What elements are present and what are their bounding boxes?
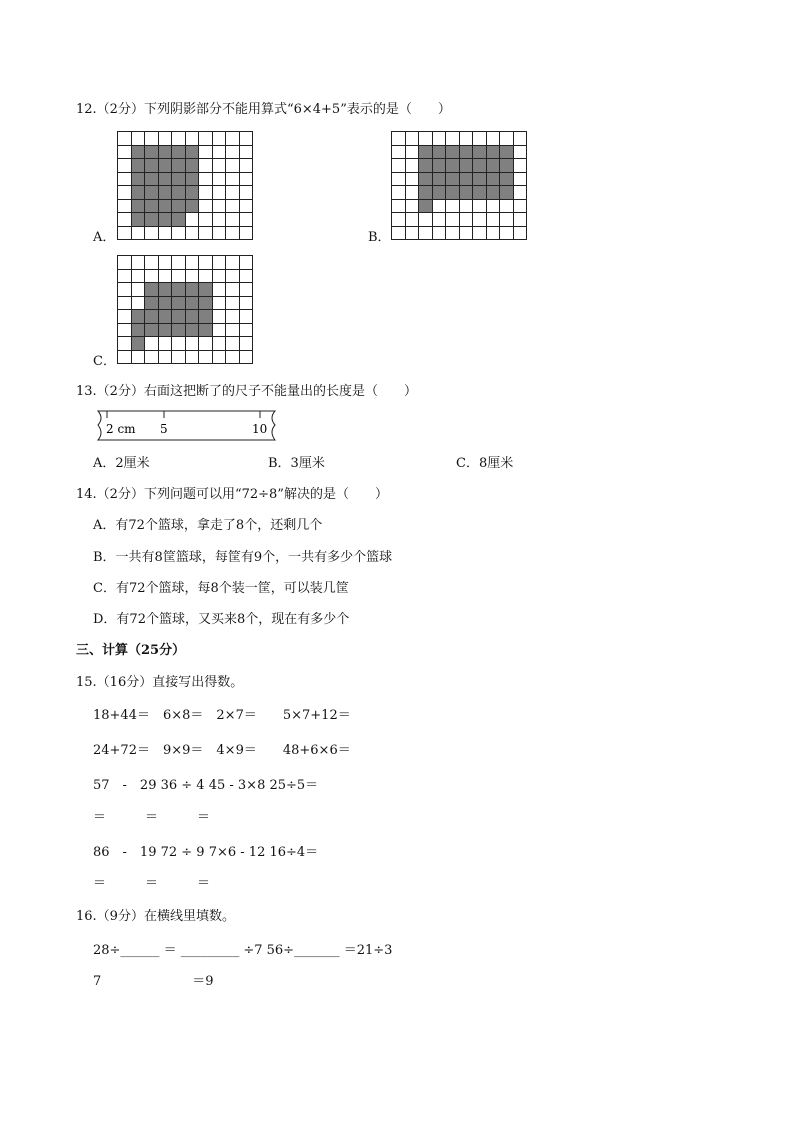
grid-cell bbox=[132, 270, 145, 283]
grid-cell bbox=[145, 351, 158, 364]
grid-cell bbox=[487, 200, 500, 213]
grid-cell bbox=[213, 310, 226, 323]
grid-cell bbox=[433, 186, 446, 199]
grid-cell bbox=[392, 132, 405, 145]
question-15-row-5: 86 - 19 72 ÷ 9 7×6 - 12 16÷4＝ bbox=[93, 845, 319, 860]
grid-cell bbox=[392, 146, 405, 159]
grid-cell bbox=[446, 146, 459, 159]
grid-cell bbox=[226, 173, 239, 186]
grid-cell bbox=[419, 213, 432, 226]
grid-cell bbox=[145, 270, 158, 283]
grid-cell bbox=[392, 159, 405, 172]
grid-cell bbox=[199, 256, 212, 269]
grid-cell bbox=[433, 227, 446, 240]
grid-cell bbox=[159, 351, 172, 364]
grid-cell bbox=[240, 310, 253, 323]
grid-cell bbox=[240, 337, 253, 350]
option-b-label: B． bbox=[368, 230, 391, 245]
grid-cell bbox=[226, 256, 239, 269]
grid-cell bbox=[159, 283, 172, 296]
grid-cell bbox=[199, 337, 212, 350]
grid-cell bbox=[487, 146, 500, 159]
grid-cell bbox=[240, 173, 253, 186]
question-14-stem: 14.（2分）下列问题可以用“72÷8”解决的是（ ） bbox=[76, 487, 388, 502]
grid-cell bbox=[419, 173, 432, 186]
grid-cell bbox=[118, 337, 131, 350]
grid-cell bbox=[226, 337, 239, 350]
grid-cell bbox=[172, 283, 185, 296]
grid-cell bbox=[406, 227, 419, 240]
question-13-stem: 13.（2分）右面这把断了的尺子不能量出的长度是（ ） bbox=[76, 384, 417, 399]
grid-cell bbox=[473, 132, 486, 145]
question-15-stem: 15.（16分）直接写出得数。 bbox=[76, 675, 244, 690]
grid-cell bbox=[118, 213, 131, 226]
grid-cell bbox=[145, 173, 158, 186]
grid-cell bbox=[406, 159, 419, 172]
grid-cell bbox=[213, 256, 226, 269]
grid-cell bbox=[514, 173, 527, 186]
question-13-option-b: B．3厘米 bbox=[268, 456, 325, 471]
grid-cell bbox=[487, 186, 500, 199]
grid-cell bbox=[240, 200, 253, 213]
grid-cell bbox=[186, 283, 199, 296]
grid-cell bbox=[433, 213, 446, 226]
grid-cell bbox=[132, 297, 145, 310]
grid-cell bbox=[159, 270, 172, 283]
question-14-option-a: A．有72个篮球，拿走了8个，还剩几个 bbox=[93, 518, 323, 533]
grid-cell bbox=[199, 213, 212, 226]
grid-cell bbox=[500, 159, 513, 172]
grid-cell bbox=[172, 337, 185, 350]
grid-option-c bbox=[117, 255, 253, 364]
grid-cell bbox=[159, 337, 172, 350]
question-15-row-2: 24+72＝ 9×9＝ 4×9＝ 48+6×6＝ bbox=[93, 743, 351, 758]
grid-cell bbox=[186, 186, 199, 199]
grid-cell bbox=[186, 256, 199, 269]
grid-cell bbox=[118, 297, 131, 310]
grid-cell bbox=[145, 310, 158, 323]
grid-cell bbox=[514, 227, 527, 240]
grid-cell bbox=[500, 227, 513, 240]
grid-cell bbox=[226, 186, 239, 199]
grid-cell bbox=[172, 186, 185, 199]
grid-cell bbox=[392, 200, 405, 213]
grid-cell bbox=[392, 186, 405, 199]
grid-cell bbox=[172, 146, 185, 159]
grid-cell bbox=[132, 227, 145, 240]
grid-cell bbox=[406, 186, 419, 199]
grid-cell bbox=[473, 146, 486, 159]
question-16-stem: 16.（9分）在横线里填数。 bbox=[76, 909, 235, 924]
grid-cell bbox=[487, 213, 500, 226]
grid-cell bbox=[240, 324, 253, 337]
grid-cell bbox=[132, 159, 145, 172]
grid-cell bbox=[226, 283, 239, 296]
grid-cell bbox=[213, 173, 226, 186]
grid-cell bbox=[446, 159, 459, 172]
question-15-row-6: ＝ ＝ ＝ bbox=[93, 876, 211, 891]
grid-cell bbox=[186, 324, 199, 337]
grid-cell bbox=[213, 337, 226, 350]
grid-cell bbox=[514, 132, 527, 145]
grid-cell bbox=[514, 186, 527, 199]
grid-cell bbox=[172, 297, 185, 310]
grid-cell bbox=[186, 337, 199, 350]
grid-cell bbox=[199, 200, 212, 213]
grid-cell bbox=[240, 186, 253, 199]
grid-cell bbox=[213, 324, 226, 337]
grid-cell bbox=[473, 227, 486, 240]
grid-cell bbox=[392, 173, 405, 186]
grid-cell bbox=[406, 213, 419, 226]
grid-cell bbox=[199, 186, 212, 199]
grid-cell bbox=[392, 227, 405, 240]
grid-cell bbox=[487, 132, 500, 145]
grid-cell bbox=[172, 132, 185, 145]
grid-cell bbox=[186, 200, 199, 213]
grid-cell bbox=[172, 227, 185, 240]
grid-cell bbox=[159, 146, 172, 159]
grid-cell bbox=[199, 132, 212, 145]
grid-cell bbox=[240, 132, 253, 145]
grid-cell bbox=[213, 270, 226, 283]
grid-cell bbox=[145, 132, 158, 145]
grid-cell bbox=[487, 227, 500, 240]
grid-cell bbox=[145, 227, 158, 240]
grid-cell bbox=[226, 146, 239, 159]
grid-cell bbox=[487, 159, 500, 172]
option-c-label: C． bbox=[93, 354, 116, 369]
grid-cell bbox=[145, 186, 158, 199]
grid-cell bbox=[392, 213, 405, 226]
grid-cell bbox=[132, 173, 145, 186]
grid-cell bbox=[213, 200, 226, 213]
grid-cell bbox=[213, 351, 226, 364]
grid-cell bbox=[132, 283, 145, 296]
grid-cell bbox=[500, 132, 513, 145]
grid-cell bbox=[159, 200, 172, 213]
broken-ruler bbox=[90, 409, 280, 443]
grid-cell bbox=[186, 213, 199, 226]
grid-cell bbox=[199, 283, 212, 296]
grid-cell bbox=[172, 173, 185, 186]
grid-cell bbox=[473, 200, 486, 213]
grid-cell bbox=[460, 200, 473, 213]
grid-cell bbox=[460, 213, 473, 226]
grid-cell bbox=[159, 297, 172, 310]
question-14-option-d: D．有72个篮球，又买来8个，现在有多少个 bbox=[93, 612, 350, 627]
grid-cell bbox=[186, 310, 199, 323]
grid-cell bbox=[240, 283, 253, 296]
grid-cell bbox=[132, 256, 145, 269]
grid-cell bbox=[226, 310, 239, 323]
grid-cell bbox=[199, 159, 212, 172]
grid-cell bbox=[500, 186, 513, 199]
grid-cell bbox=[118, 146, 131, 159]
question-12-stem: 12.（2分）下列阴影部分不能用算式“6×4+5”表示的是（ ） bbox=[76, 102, 451, 117]
grid-cell bbox=[145, 283, 158, 296]
question-14-option-b: B．一共有8筐篮球，每筐有9个，一共有多少个篮球 bbox=[93, 550, 393, 565]
grid-cell bbox=[159, 213, 172, 226]
grid-cell bbox=[118, 200, 131, 213]
grid-cell bbox=[226, 159, 239, 172]
grid-cell bbox=[460, 132, 473, 145]
grid-cell bbox=[419, 227, 432, 240]
grid-cell bbox=[406, 146, 419, 159]
grid-cell bbox=[159, 310, 172, 323]
grid-cell bbox=[500, 173, 513, 186]
grid-cell bbox=[145, 159, 158, 172]
grid-cell bbox=[186, 227, 199, 240]
grid-cell bbox=[460, 146, 473, 159]
grid-cell bbox=[226, 227, 239, 240]
question-14-option-c: C．有72个篮球，每8个装一筐，可以装几筐 bbox=[93, 581, 349, 596]
grid-cell bbox=[460, 186, 473, 199]
grid-cell bbox=[460, 227, 473, 240]
grid-cell bbox=[240, 227, 253, 240]
grid-cell bbox=[132, 213, 145, 226]
grid-cell bbox=[213, 132, 226, 145]
question-15-row-3: 57 - 29 36 ÷ 4 45 - 3×8 25÷5＝ bbox=[93, 778, 319, 793]
grid-cell bbox=[433, 173, 446, 186]
grid-cell bbox=[118, 310, 131, 323]
grid-cell bbox=[145, 213, 158, 226]
grid-cell bbox=[186, 351, 199, 364]
grid-cell bbox=[132, 146, 145, 159]
grid-cell bbox=[118, 283, 131, 296]
grid-cell bbox=[487, 173, 500, 186]
grid-cell bbox=[419, 159, 432, 172]
grid-cell bbox=[240, 159, 253, 172]
grid-cell bbox=[240, 256, 253, 269]
grid-cell bbox=[406, 132, 419, 145]
grid-cell bbox=[118, 256, 131, 269]
grid-cell bbox=[132, 310, 145, 323]
question-15-row-4: ＝ ＝ ＝ bbox=[93, 810, 211, 825]
grid-cell bbox=[514, 213, 527, 226]
grid-cell bbox=[132, 337, 145, 350]
grid-option-b bbox=[391, 131, 527, 240]
grid-cell bbox=[172, 159, 185, 172]
ruler-tick-label-2cm: 2 cm bbox=[106, 422, 136, 436]
grid-cell bbox=[226, 200, 239, 213]
grid-cell bbox=[199, 227, 212, 240]
grid-cell bbox=[118, 132, 131, 145]
grid-cell bbox=[419, 186, 432, 199]
question-15-row-1: 18+44＝ 6×8＝ 2×7＝ 5×7+12＝ bbox=[93, 708, 351, 723]
grid-cell bbox=[446, 227, 459, 240]
option-a-label: A． bbox=[93, 230, 116, 245]
grid-cell bbox=[226, 213, 239, 226]
grid-cell bbox=[186, 297, 199, 310]
grid-cell bbox=[199, 324, 212, 337]
grid-cell bbox=[226, 351, 239, 364]
grid-cell bbox=[132, 324, 145, 337]
grid-cell bbox=[199, 297, 212, 310]
grid-cell bbox=[460, 159, 473, 172]
grid-cell bbox=[145, 297, 158, 310]
grid-cell bbox=[514, 146, 527, 159]
grid-cell bbox=[500, 200, 513, 213]
grid-cell bbox=[159, 186, 172, 199]
grid-cell bbox=[433, 132, 446, 145]
grid-option-a bbox=[117, 131, 253, 240]
grid-cell bbox=[159, 324, 172, 337]
grid-cell bbox=[213, 283, 226, 296]
grid-cell bbox=[172, 256, 185, 269]
grid-cell bbox=[240, 351, 253, 364]
grid-cell bbox=[118, 227, 131, 240]
grid-cell bbox=[213, 146, 226, 159]
grid-cell bbox=[145, 200, 158, 213]
grid-cell bbox=[419, 146, 432, 159]
grid-cell bbox=[213, 186, 226, 199]
grid-cell bbox=[213, 159, 226, 172]
grid-cell bbox=[240, 213, 253, 226]
grid-cell bbox=[118, 351, 131, 364]
grid-cell bbox=[406, 173, 419, 186]
grid-cell bbox=[172, 310, 185, 323]
grid-cell bbox=[199, 173, 212, 186]
grid-cell bbox=[199, 146, 212, 159]
grid-cell bbox=[199, 270, 212, 283]
ruler-tick-label-10: 10 bbox=[252, 422, 268, 436]
grid-cell bbox=[186, 146, 199, 159]
grid-cell bbox=[460, 173, 473, 186]
grid-cell bbox=[172, 324, 185, 337]
grid-cell bbox=[226, 297, 239, 310]
grid-cell bbox=[145, 324, 158, 337]
question-13-option-c: C．8厘米 bbox=[456, 456, 514, 471]
grid-cell bbox=[213, 213, 226, 226]
grid-cell bbox=[159, 132, 172, 145]
grid-cell bbox=[118, 173, 131, 186]
grid-cell bbox=[446, 213, 459, 226]
grid-cell bbox=[186, 173, 199, 186]
grid-cell bbox=[199, 351, 212, 364]
grid-cell bbox=[514, 200, 527, 213]
grid-cell bbox=[226, 132, 239, 145]
grid-cell bbox=[446, 132, 459, 145]
grid-cell bbox=[118, 186, 131, 199]
grid-cell bbox=[172, 200, 185, 213]
grid-cell bbox=[406, 200, 419, 213]
grid-cell bbox=[473, 173, 486, 186]
grid-cell bbox=[446, 186, 459, 199]
grid-cell bbox=[226, 270, 239, 283]
grid-cell bbox=[433, 146, 446, 159]
grid-cell bbox=[118, 324, 131, 337]
grid-cell bbox=[199, 310, 212, 323]
grid-cell bbox=[419, 132, 432, 145]
grid-cell bbox=[132, 351, 145, 364]
grid-cell bbox=[514, 159, 527, 172]
grid-cell bbox=[433, 159, 446, 172]
question-16-row-1: 28÷______ ＝ _________ ÷7 56÷_______ ＝21÷3 bbox=[93, 943, 393, 958]
grid-cell bbox=[226, 324, 239, 337]
grid-cell bbox=[172, 213, 185, 226]
grid-cell bbox=[240, 297, 253, 310]
grid-cell bbox=[213, 297, 226, 310]
grid-cell bbox=[240, 146, 253, 159]
question-16-row-2: 7 ＝9 bbox=[93, 974, 214, 989]
grid-cell bbox=[159, 256, 172, 269]
grid-cell bbox=[473, 213, 486, 226]
section-3-heading: 三、计算（25分） bbox=[76, 643, 186, 658]
grid-cell bbox=[118, 270, 131, 283]
grid-cell bbox=[186, 270, 199, 283]
grid-cell bbox=[419, 200, 432, 213]
grid-cell bbox=[186, 159, 199, 172]
grid-cell bbox=[118, 159, 131, 172]
grid-cell bbox=[132, 186, 145, 199]
grid-cell bbox=[213, 227, 226, 240]
grid-cell bbox=[145, 146, 158, 159]
grid-cell bbox=[132, 200, 145, 213]
question-13-option-a: A．2厘米 bbox=[93, 456, 150, 471]
grid-cell bbox=[240, 270, 253, 283]
grid-cell bbox=[172, 270, 185, 283]
grid-cell bbox=[473, 159, 486, 172]
ruler-tick-label-5: 5 bbox=[160, 422, 168, 436]
grid-cell bbox=[159, 159, 172, 172]
grid-cell bbox=[159, 173, 172, 186]
grid-cell bbox=[473, 186, 486, 199]
grid-cell bbox=[145, 256, 158, 269]
grid-cell bbox=[145, 337, 158, 350]
grid-cell bbox=[500, 213, 513, 226]
grid-cell bbox=[159, 227, 172, 240]
grid-cell bbox=[446, 200, 459, 213]
grid-cell bbox=[172, 351, 185, 364]
grid-cell bbox=[186, 132, 199, 145]
grid-cell bbox=[132, 132, 145, 145]
grid-cell bbox=[433, 200, 446, 213]
grid-cell bbox=[446, 173, 459, 186]
grid-cell bbox=[500, 146, 513, 159]
